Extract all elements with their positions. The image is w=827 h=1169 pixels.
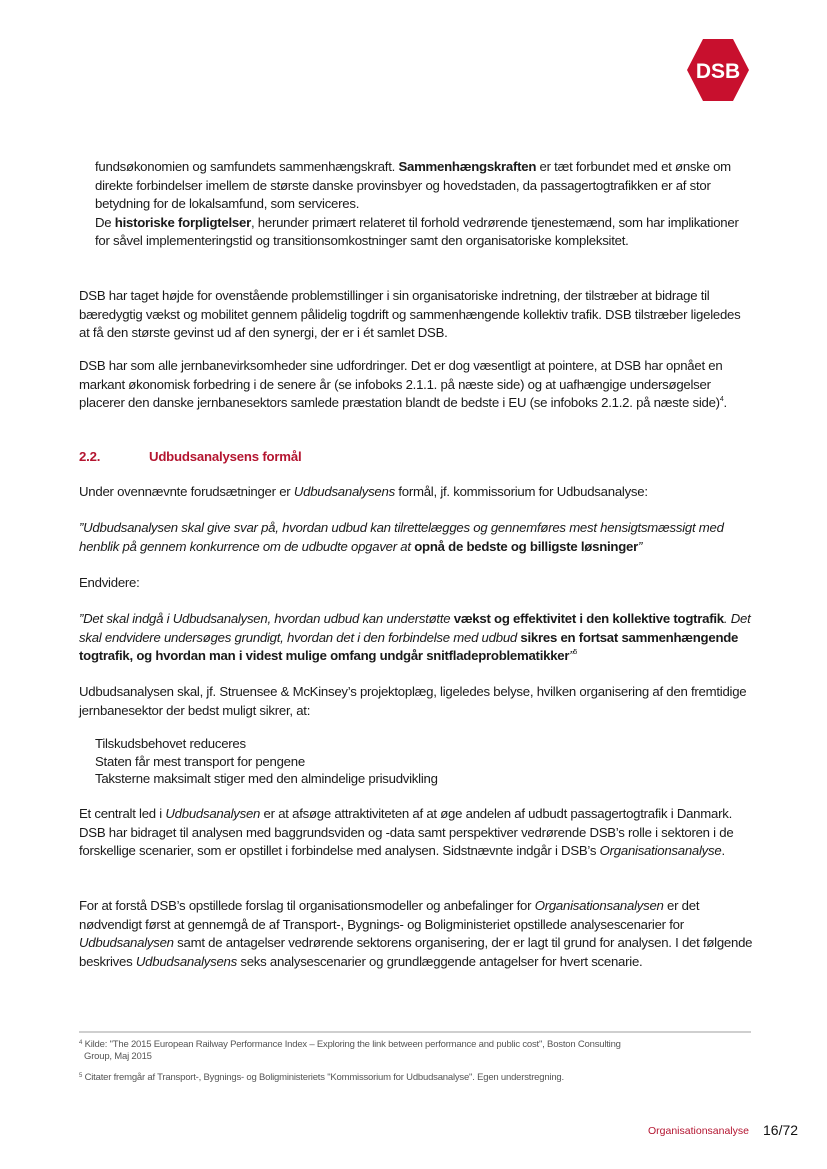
dsb-logo (686, 38, 750, 102)
section-title: Udbudsanalysens formål (149, 449, 302, 464)
paragraph-sammenhaengskraft: fundsøkonomien og samfundets sammenhængskraft. Sammenhængskraften er tæt forbundet med et ønske om direkte forbindelser imellem de største danske provinsbyer og hovedstaden, da passagertogtrafikken er af stor betydning for de lokalsamfund, som serviceres. De historiske forpligtelser, herunder primært relateret til forhold vedrørende tjenestemænd, som har implikationer for såvel implementeringstid og transitionsomkostninger samt den organisatoriske kompleksitet. (95, 159, 739, 249)
list-item: Taksterne maksimalt stiger med den almindelige prisudvikling (95, 771, 438, 786)
paragraph-struensee: Udbudsanalysen skal, jf. Struensee & McKinsey’s projektoplæg, ligeledes belyse, hvilken organisering af den fremtidige jernbanesektor der bedst muligt sikrer, at: (79, 684, 747, 718)
list-item: Staten får mest transport for pengene (95, 753, 305, 769)
quote-vaekst: ”Det skal indgå i Udbudsanalysen, hvordan udbud kan understøtte vækst og effektivitet i den kollektive togtrafik. Det skal endvidere undersøges grundigt, hvordan det i den forbindelse med udbud sikres en fortsat sammenhængende togtrafik, og hvordan man i videst mulige omfang undgår snitfladeproblematikker”$^5$ (79, 611, 751, 664)
paragraph-centralt-led: Et centralt led i Udbudsanalysen er at afsøge attraktiviteten af at øge andelen af udbudt passagertogtrafik i Danmark. DSB har bidraget til analysen med baggrundsviden og -data samt perspektiver vedrørende DSB’s rolle i sektoren i de forskellige scenarier, som er opstillet i forbindelse med analysen. Sidstnævnte indgår i DSB’s Organisationsanalyse. (79, 806, 734, 859)
paragraph-udfordringer: DSB har som alle jernbanevirksomheder sine udfordringer. Det er dog væsentligt at pointere, at DSB har opnået en markant økonomisk forbedring i de senere år (se infoboks 2.1.1. på næste side) og at uafhængige undersøgelser placerer den danske jernbanesektors samlede præstation blandt de bedste i EU (se infoboks 2.1.2. på næste side)$^4$. (79, 358, 727, 411)
footer-document-title: Organisationsanalyse (648, 1125, 749, 1137)
page-number: 16/72 (763, 1122, 799, 1138)
quote-kommissorium: ”Udbudsanalysen skal give svar på, hvordan udbud kan tilrettelægges og gennemføres mest hensigtsmæssigt med henblik på gennem konkurrence om de udbudte opgaver at opnå de bedste og billigste løsninger” (79, 520, 724, 554)
list-item: Tilskudsbehovet reduceres (95, 736, 246, 751)
footnote-4: $^4$ Kilde: "The 2015 European Railway Performance Index – Exploring the link between performance and public cost", Boston Consulting Group, Maj 2015 (79, 1039, 621, 1062)
bold-term: historiske forpligtelser (114, 214, 251, 230)
footnote-ref[interactable]: 5 (573, 649, 578, 657)
footnote-divider (79, 1031, 751, 1033)
bold-term: Sammenhængskraften (398, 159, 537, 174)
paragraph-dsb-hoejde: DSB har taget højde for ovenstående problemstillinger i sin organisatoriske indretning, der tilstræber at bidrage til bæredygtig vækst og mobilitet gennem pålidelig togdrift og sammenhængende kollektiv trafik. DSB tilstræber ligeledes at få den største gevinst ud af den synergi, der er i ét samlet DSB. (79, 288, 741, 341)
section-number: 2.2. (79, 449, 101, 464)
section-heading (79, 449, 301, 464)
dsb-hexagon-icon (686, 38, 750, 102)
paragraph-endvidere: Endvidere: (79, 575, 140, 590)
paragraph-formaal-intro: Under ovennævnte forudsætninger er Udbudsanalysens formål, jf. kommissorium for Udbudsanalyse: (79, 484, 648, 499)
svg-text:DSB: DSB (695, 60, 741, 83)
goal-list (95, 735, 438, 788)
footnote-5: $^5$ Citater fremgår af Transport-, Bygnings- og Boligministeriets "Kommissorium for Udbudsanalyse". Egen understregning. (79, 1072, 564, 1083)
footnote-ref[interactable]: 4 (719, 396, 724, 404)
paragraph-for-at-forstaa: For at forstå DSB’s opstillede forslag til organisationsmodeller og anbefalinger for Organisationsanalysen er det nødvendigt først at gennemgå de af Transport-, Bygnings- og Boligministeriet opstillede analysescenarier for Udbudsanalysen samt de antagelser vedrørende sektorens organisering, der er lagt til grund for analysen. I det følgende beskrives Udbudsanalysens seks analysescenarier og grundlæggende antagelser for hvert scenarie. (79, 898, 753, 969)
